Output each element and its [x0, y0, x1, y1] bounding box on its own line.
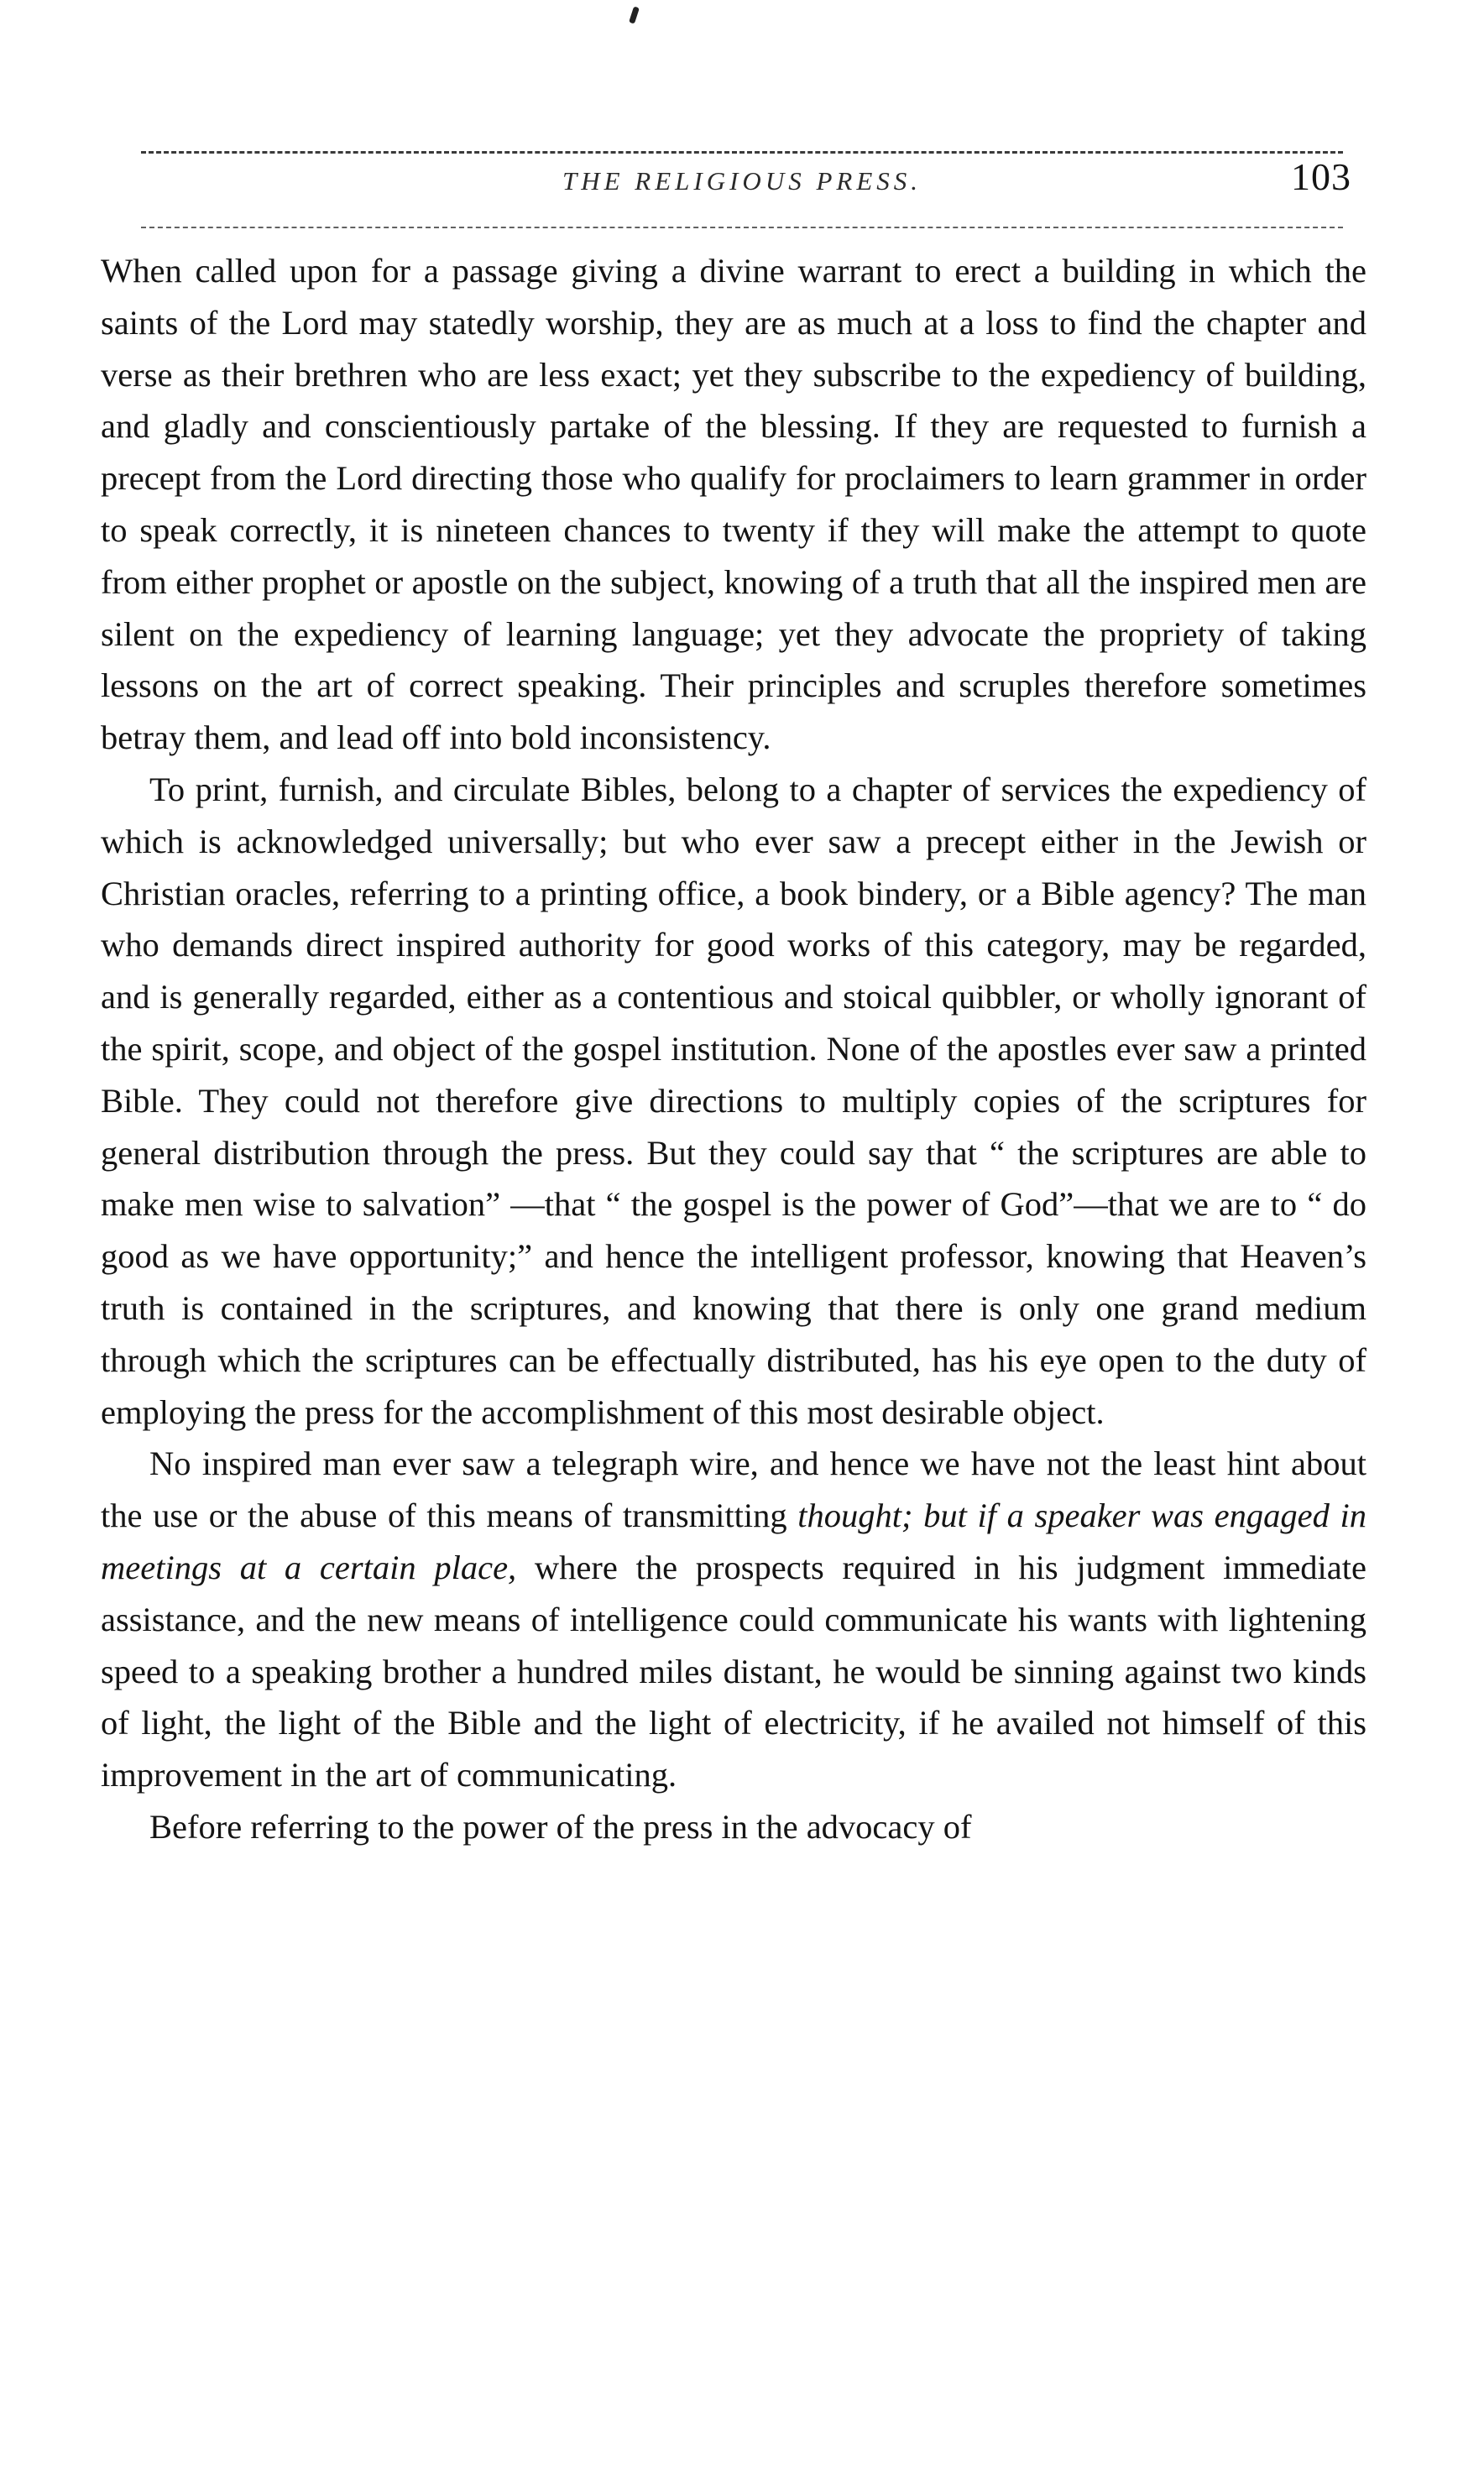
paragraph-4: Before referring to the power of the press in the advocacy of	[149, 1807, 972, 1846]
paragraph-3-roman-start: No inspired man ever saw a telegraph wire, and hence we have not the least hint about the use or the abuse of this means of transmitting	[101, 1444, 1366, 1535]
running-head: THE RELIGIOUS PRESS.	[562, 166, 922, 196]
paragraph-3-roman-end: where the prospects required in his judgment immediate assistance, and the new means of intelligence could communicate his wants with lightening speed to a speaking brother a hundred miles distant, he would be sinning against two kinds of light, the light of the Bible and the light of electricity, if he availed not himself of this improvement in the art of communicating.	[101, 1548, 1367, 1794]
page-number: 103	[1291, 155, 1351, 198]
header-rule-top	[141, 151, 1343, 154]
paragraph-3-italic-run: thought; but if a speaker was engaged in meetings at a certain place,	[101, 1497, 1366, 1586]
body-text	[101, 245, 1366, 1853]
ink-speck	[629, 6, 640, 24]
paragraph-3	[101, 1438, 1366, 1801]
paragraph-1: When called upon for a passage giving a divine warrant to erect a building in which the saints of the Lord may statedly worship, they are as much at a loss to find the chapter and verse as their brethren who are less exact; yet they subscribe to the expediency of building, and gladly and conscientiously partake of the blessing. If they are requested to furnish a precept from the Lord directing those who qualify for proclaimers to learn grammer in order to speak correctly, it is nineteen chances to twenty if they will make the attempt to quote from either prophet or apostle on the subject, knowing of a truth that all the inspired men are silent on the expediency of learning language; yet they advocate the propriety of taking lessons on the art of correct speaking. Their principles and scruples therefore sometimes betray them, and lead off into bold inconsistency.	[101, 252, 1366, 757]
header-rule-bottom	[141, 227, 1343, 228]
paragraph-2: To print, furnish, and circulate Bibles, belong to a chapter of services the expediency of which is acknowledged universally; but who ever saw a precept either in the Jewish or Christian oracles, referring to a printing office, a book bindery, or a Bible agency? The man who demands direct inspired authority for good works of this category, may be regarded, and is generally regarded, either as a contentious and stoical quibbler, or wholly ignorant of the spirit, scope, and object of the gospel institution. None of the apostles ever saw a printed Bible. They could not therefore give directions to multiply copies of the scriptures for general distribution through the press. But they could say that “ the scriptures are able to make men wise to salvation” —that “ the gospel is the power of God”—that we are to “ do good as we have opportunity;” and hence the intelligent professor, knowing that Heaven’s truth is contained in the scriptures, and knowing that there is only one grand medium through which the scriptures can be effectually distributed, has his eye open to the duty of employing the press for the accomplishment of this most desirable object.	[101, 770, 1366, 1431]
